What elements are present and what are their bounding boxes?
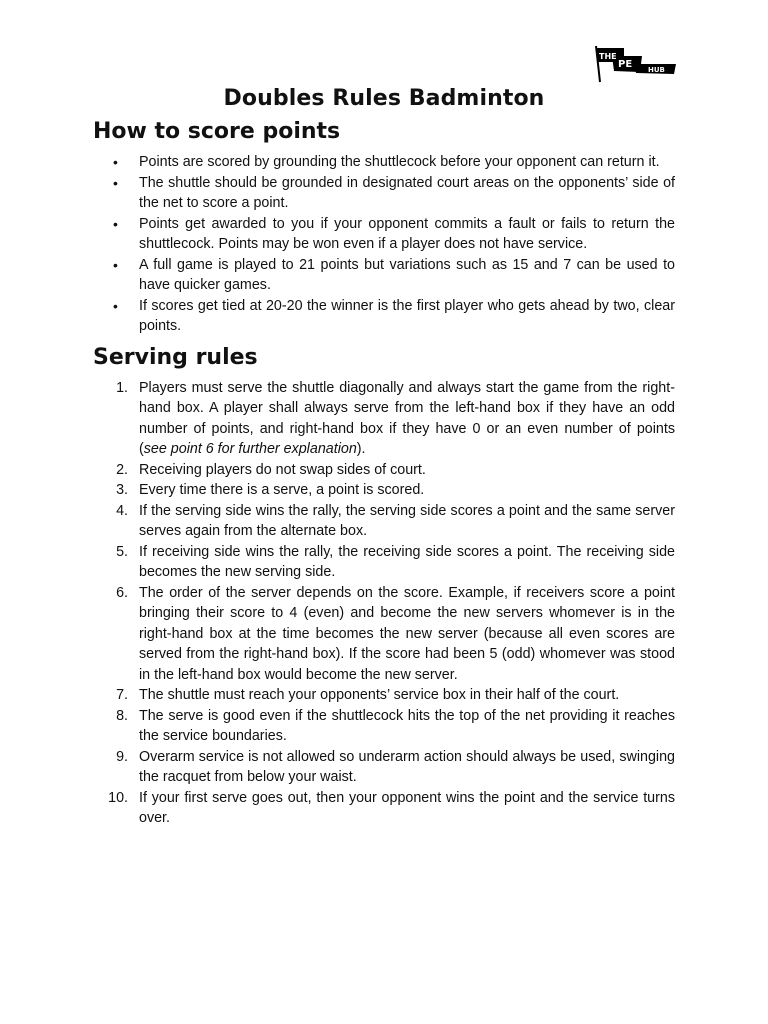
item-text: The serve is good even if the shuttlecock hits the top of the net providing it reaches the service boundaries.	[139, 707, 675, 744]
item-text-end: ).	[356, 441, 366, 457]
list-item	[93, 480, 675, 501]
item-number: 6.	[116, 584, 128, 601]
item-text: If receiving side wins the rally, the receiving side scores a point. The receiving side becomes the new serving side.	[139, 543, 675, 580]
list-item	[93, 460, 675, 481]
item-number: 1.	[116, 379, 128, 396]
item-text-start: Players must serve the shuttle diagonally and always start the game from the right-hand box. A player shall always serve from the left-hand box if they have an odd number of points, and right-hand box if they have 0 or an even number of points (	[139, 379, 675, 457]
list-item: • If scores get tied at 20-20 the winner is the first player who gets ahead by two, clear points.	[93, 296, 675, 337]
logo-word-hub: HUB	[648, 66, 665, 74]
item-number: 9.	[116, 748, 128, 765]
logo-word-the: THE	[599, 52, 617, 61]
list-item	[93, 788, 675, 829]
list-item: • A full game is played to 21 points but variations such as 15 and 7 can be used to have quicker games.	[93, 255, 675, 296]
list-item: • The shuttle should be grounded in designated court areas on the opponents’ side of the net to score a point.	[93, 173, 675, 214]
item-number: 4.	[116, 502, 128, 519]
item-text: The shuttle must reach your opponents’ service box in their half of the court.	[139, 687, 620, 703]
item-text: The order of the server depends on the score. Example, if receivers score a point bringing their score to 4 (even) and become the new servers whomever is in the right-hand box at the time becomes the new server (because all even scores are served from the right-hand box). If the score had been 5 (odd) whomever was stood in the left-hand box would become the new server.	[139, 584, 675, 683]
document-page	[93, 86, 675, 829]
item-number: 5.	[116, 543, 128, 560]
item-number: 10.	[108, 789, 128, 806]
list-item	[93, 706, 675, 747]
list-item	[93, 542, 675, 583]
item-number: 7.	[116, 687, 128, 703]
item-text: If your first serve goes out, then your opponent wins the point and the service turns over.	[139, 789, 675, 826]
item-text-emphasis: see point 6 for further explanation	[143, 441, 357, 457]
section-heading-serving: Serving rules	[93, 344, 258, 370]
list-item	[93, 501, 675, 542]
section-heading-scoring: How to score points	[93, 119, 341, 144]
list-item	[93, 583, 675, 686]
item-number: 3.	[116, 482, 128, 498]
pe-hub-logo	[590, 44, 678, 84]
item-number: 2.	[116, 461, 128, 478]
item-text: Receiving players do not swap sides of court.	[139, 461, 426, 478]
list-item	[93, 747, 675, 788]
list-item: • Points are scored by grounding the shuttlecock before your opponent can return it.	[93, 152, 675, 173]
item-text: Overarm service is not allowed so underarm action should always be used, swinging the racquet from below your waist.	[139, 748, 675, 785]
list-item	[93, 685, 675, 706]
item-text: Every time there is a serve, a point is scored.	[139, 482, 425, 498]
document-title: Doubles Rules Badminton	[223, 86, 545, 111]
item-number: 8.	[116, 707, 128, 724]
list-item: • Points get awarded to you if your opponent commits a fault or fails to return the shuttlecock. Points may be won even if a player does not have service.	[93, 214, 675, 255]
list-item	[93, 378, 675, 460]
item-text: If the serving side wins the rally, the serving side scores a point and the same server serves again from the alternate box.	[139, 502, 675, 539]
serving-list	[93, 378, 675, 829]
scoring-list	[93, 152, 675, 337]
logo-word-pe: PE	[618, 59, 633, 70]
